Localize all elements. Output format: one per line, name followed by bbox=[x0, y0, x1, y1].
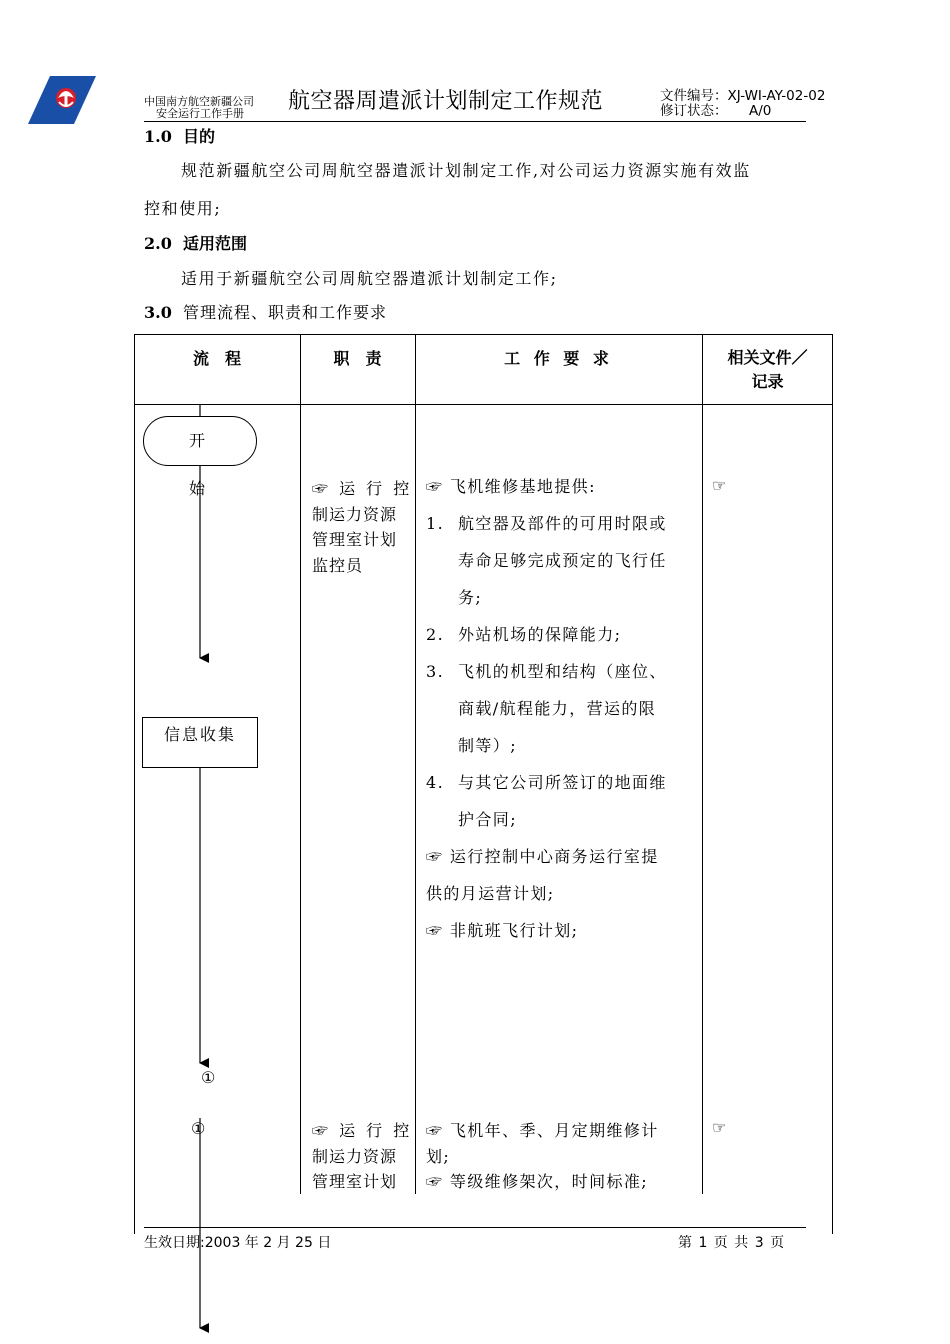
row1-req-item-3-num: 3. bbox=[426, 662, 445, 681]
flow-connector-out: ① bbox=[201, 1068, 216, 1087]
row2-req-b: ☞ 等级维修架次，时间标准; bbox=[426, 1172, 649, 1191]
section-1-text-line-1: 规范新疆航空公司周航空器遣派计划制定工作,对公司运力资源实施有效监 bbox=[181, 161, 751, 180]
header-requirements: 工 作 要 求 bbox=[504, 349, 613, 368]
row1-req-item-4-num: 4. bbox=[426, 773, 445, 792]
row1-req-item-3-line-2: 商载/航程能力，营运的限 bbox=[458, 699, 657, 718]
header-duty: 职 责 bbox=[333, 349, 382, 368]
row1-duty bbox=[312, 476, 412, 578]
header-flow: 流 程 bbox=[192, 349, 241, 368]
flow-info-collect-node: 信息收集 bbox=[142, 717, 258, 768]
row1-req-item-4 bbox=[426, 764, 700, 838]
row1-req-b-line-2: 供的月运营计划; bbox=[426, 884, 555, 903]
row2-duty bbox=[312, 1118, 412, 1195]
row1-req-item-1-line-3: 务; bbox=[458, 588, 483, 607]
row1-req-c: ☞ 非航班飞行计划; bbox=[426, 921, 579, 940]
row2-requirements bbox=[426, 1118, 659, 1195]
section-2-text: 适用于新疆航空公司周航空器遣派计划制定工作; bbox=[181, 269, 558, 288]
row1-related-docs: ☞ bbox=[712, 476, 728, 495]
flow-connector-in: ① bbox=[191, 1119, 206, 1138]
row2-req-a-line-1: ☞ 飞机年、季、月定期维修计 bbox=[426, 1121, 659, 1140]
row1-req-item-1-line-2: 寿命足够完成预定的飞行任 bbox=[458, 551, 667, 570]
row1-duty-line-4: 监控员 bbox=[312, 555, 364, 575]
row1-req-item-3-line-3: 制等）; bbox=[458, 736, 517, 755]
company-line-1: 中国南方航空新疆公司 bbox=[144, 95, 254, 108]
row1-duty-line-1: ☞ 运 行 控 bbox=[312, 479, 413, 498]
row1-req-item-4-line-1: 与其它公司所签订的地面维 bbox=[458, 773, 667, 792]
row1-req-item-3-line-1: 飞机的机型和结构（座位、 bbox=[458, 662, 667, 681]
section-2-title: 适用范围 bbox=[182, 234, 247, 253]
manual-name: 安全运行工作手册 bbox=[156, 107, 244, 120]
section-3-title: 管理流程、职责和工作要求 bbox=[182, 303, 387, 322]
row1-req-item-2-line-1: 外站机场的保障能力; bbox=[458, 625, 622, 644]
page-number: 第 1 页 共 3 页 bbox=[678, 1235, 786, 1251]
row2-duty-line-1: ☞ 运 行 控 bbox=[312, 1121, 413, 1140]
row1-req-item-1 bbox=[426, 505, 700, 616]
row1-duty-line-2: 制运力资源 bbox=[312, 504, 398, 524]
row1-req-item-1-line-1: 航空器及部件的可用时限或 bbox=[458, 514, 667, 533]
section-1-text-line-2: 控和使用; bbox=[144, 199, 222, 218]
row2-duty-line-2: 制运力资源 bbox=[312, 1146, 398, 1166]
section-3-number: 3.0 bbox=[144, 303, 172, 322]
section-2-number: 2.0 bbox=[144, 234, 172, 253]
row1-req-b-line-1: ☞ 运行控制中心商务运行室提 bbox=[426, 847, 659, 866]
row2-related-docs: ☞ bbox=[712, 1118, 728, 1137]
section-1-title: 目的 bbox=[182, 127, 215, 146]
row1-requirements bbox=[426, 468, 700, 949]
row1-req-intro: ☞ 飞机维修基地提供: bbox=[426, 477, 596, 496]
revision-status: 修订状态： A/0 bbox=[660, 103, 772, 119]
header-related-docs-line-1: 相关文件／ bbox=[727, 348, 808, 367]
row1-req-item-4-line-2: 护合同; bbox=[458, 810, 517, 829]
footer-rule bbox=[144, 1227, 806, 1228]
row1-req-item-2-num: 2. bbox=[426, 625, 445, 644]
document-title: 航空器周遣派计划制定工作规范 bbox=[288, 89, 604, 114]
row1-req-item-3 bbox=[426, 653, 700, 764]
section-1-number: 1.0 bbox=[144, 127, 172, 146]
row2-req-a-line-2: 划; bbox=[426, 1146, 451, 1166]
row1-req-item-1-num: 1. bbox=[426, 514, 445, 533]
header-related-docs-line-2: 记录 bbox=[751, 372, 784, 391]
effective-date: 生效日期:2003 年 2 月 25 日 bbox=[144, 1235, 332, 1251]
row1-req-item-2 bbox=[426, 616, 700, 653]
row1-duty-line-3: 管理室计划 bbox=[312, 530, 398, 549]
flow-start-node: 开 始 bbox=[143, 416, 257, 466]
document-number: 文件编号：XJ-WI-AY-02-02 bbox=[660, 88, 826, 104]
row2-duty-line-3: 管理室计划 bbox=[312, 1172, 398, 1191]
